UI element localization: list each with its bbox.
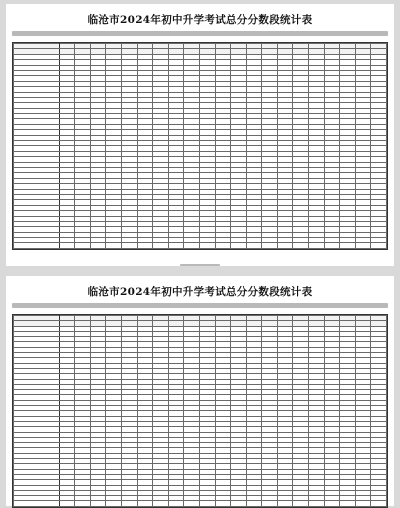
page-title: 临沧市2024年初中升学考试总分分数段统计表 [87, 286, 313, 298]
document-page [6, 276, 394, 506]
table-cell [153, 243, 169, 249]
table-cell [184, 243, 200, 249]
table-cell [231, 243, 247, 249]
table-cell [355, 243, 371, 249]
table-cell [215, 243, 231, 249]
page-footer [6, 253, 394, 261]
table-cell [90, 243, 106, 249]
score-distribution-table [12, 314, 388, 508]
table-cell [324, 243, 340, 249]
page-meta [12, 31, 388, 39]
table-cell [371, 243, 387, 249]
table-cell [106, 243, 122, 249]
table-cell [199, 243, 215, 249]
score-distribution-table [12, 42, 388, 250]
table-grid [13, 315, 387, 507]
table-cell [262, 243, 278, 249]
table-cell [137, 243, 153, 249]
table-cell [293, 243, 309, 249]
table-grid [13, 43, 387, 249]
table-cell [75, 243, 91, 249]
table-cell [309, 243, 325, 249]
page-separator [0, 266, 400, 276]
unreadable-meta-line [12, 303, 388, 308]
page-title: 临沧市2024年初中升学考试总分分数段统计表 [87, 14, 313, 26]
table-cell [277, 243, 293, 249]
unreadable-meta-line [12, 31, 388, 36]
table-cell [168, 243, 184, 249]
table-cell [340, 243, 356, 249]
page-meta [12, 303, 388, 311]
table-cell [59, 243, 75, 249]
document-page [6, 4, 394, 266]
score-range-cell [14, 243, 60, 249]
table-cell [122, 243, 138, 249]
table-cell [246, 243, 262, 249]
table-row [14, 243, 387, 249]
